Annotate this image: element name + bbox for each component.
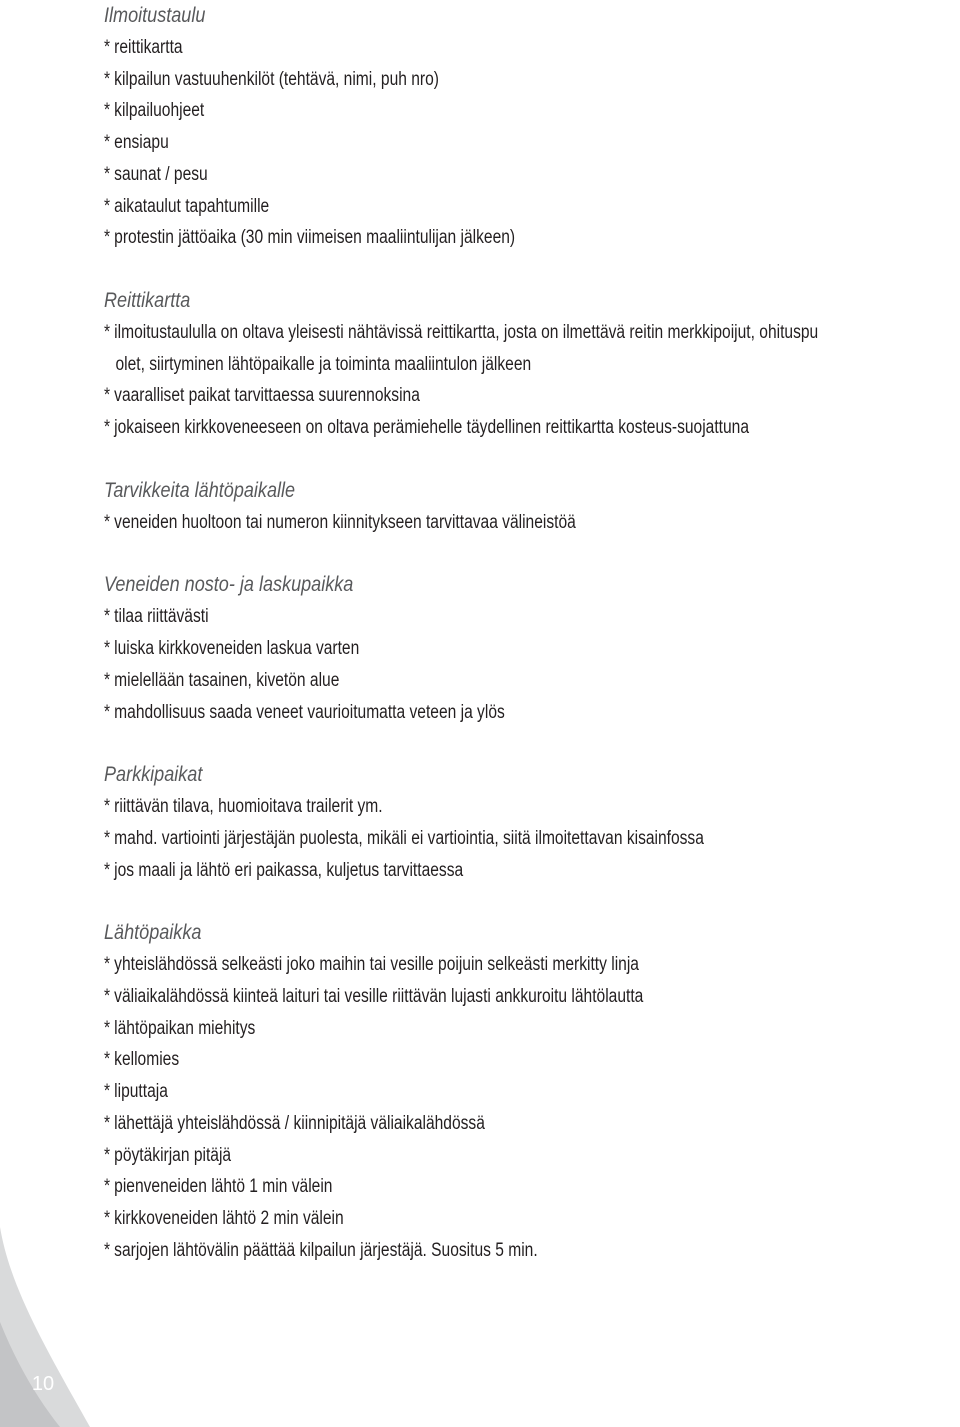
list-item: [104, 32, 806, 64]
bullet-list: [104, 507, 960, 539]
list-item: [104, 601, 806, 633]
list-item: [104, 64, 806, 96]
list-item-text: riittävän tilava, huomioitava trailerit ym.: [114, 796, 383, 818]
list-item-text: väliaikalähdössä kiinteä laituri tai vesille riittävän lujasti ankkuroitu lähtölautta: [114, 986, 644, 1008]
list-item-text: pienveneiden lähtö 1 min välein: [114, 1176, 333, 1198]
list-item: [104, 222, 806, 254]
bullet-marker: *: [104, 796, 111, 818]
bullet-marker: *: [104, 37, 111, 58]
list-item-text: kirkkoveneiden lähtö 2 min välein: [114, 1207, 344, 1229]
bullet-marker: *: [104, 606, 111, 628]
bullet-marker: *: [104, 1081, 111, 1103]
list-item: [104, 380, 806, 412]
bullet-list: [104, 317, 960, 444]
list-item-text: reittikartta: [114, 37, 183, 58]
section-heading: Tarvikkeita lähtöpaikalle: [104, 478, 296, 502]
list-item-text: sarjojen lähtövälin päättää kilpailun järjestäjä. Suositus 5 min.: [114, 1239, 538, 1261]
list-item-text: aikataulut tapahtumille: [114, 195, 270, 217]
section: [104, 475, 960, 539]
bullet-marker: *: [104, 701, 111, 723]
page-corner-shape: [0, 1227, 90, 1427]
bullet-marker: *: [104, 163, 111, 185]
section-gap: [104, 444, 960, 475]
document-body: [104, 0, 960, 1266]
list-item-text: saunat / pesu: [114, 163, 208, 185]
bullet-marker: *: [104, 100, 111, 122]
list-item-text: ensiapu: [114, 132, 169, 154]
bullet-marker: *: [104, 986, 111, 1008]
section: [104, 917, 960, 1266]
list-item-text: olet, siirtyminen lähtöpaikalle ja toiminta maaliintulon jälkeen: [115, 353, 532, 375]
section: [104, 759, 960, 886]
page-number: 10: [31, 1373, 55, 1395]
list-item-text: kilpailun vastuuhenkilöt (tehtävä, nimi, puh nro): [114, 68, 439, 90]
list-item: [104, 317, 819, 349]
bullet-marker: *: [104, 195, 111, 217]
bullet-list: [104, 791, 960, 886]
list-item: [104, 981, 806, 1013]
bullet-list: [104, 32, 960, 254]
bullet-marker: *: [104, 954, 111, 976]
bullet-marker: *: [104, 1207, 111, 1229]
list-item: [104, 1140, 806, 1172]
section-heading: Parkkipaikat: [104, 763, 203, 787]
bullet-marker: *: [104, 417, 111, 439]
list-item-text: jos maali ja lähtö eri paikassa, kuljetus tarvittaessa: [114, 859, 464, 881]
bullet-marker: *: [104, 1144, 111, 1166]
bullet-marker: *: [104, 1017, 111, 1039]
list-item: [104, 855, 806, 887]
list-item-text: mielellään tasainen, kivetön alue: [114, 669, 340, 691]
list-item: [104, 159, 806, 191]
list-item: [104, 633, 806, 665]
bullet-marker: *: [104, 321, 111, 343]
list-item-text: protestin jättöaika (30 min viimeisen maaliintulijan jälkeen): [114, 227, 516, 249]
bullet-list: [104, 949, 960, 1266]
section: [104, 285, 960, 444]
list-item-text: luiska kirkkoveneiden laskua varten: [114, 638, 360, 660]
list-item: [104, 1044, 806, 1076]
section-heading: Reittikartta: [104, 288, 191, 312]
list-item: [104, 127, 806, 159]
list-item: [104, 1171, 806, 1203]
list-item-text: mahd. vartiointi järjestäjän puolesta, mikäli ei vartiointia, siitä ilmoitettavan kisainfossa: [114, 827, 704, 849]
list-item: [104, 1013, 806, 1045]
bullet-marker: *: [104, 227, 111, 249]
list-item: [104, 507, 806, 539]
list-item: [104, 823, 806, 855]
list-item: [104, 1203, 806, 1235]
bullet-marker: *: [104, 638, 111, 660]
list-item-text: yhteislähdössä selkeästi joko maihin tai vesille poijuin selkeästi merkitty linja: [114, 954, 639, 976]
list-item: [104, 791, 806, 823]
section-heading: Lähtöpaikka: [104, 921, 202, 945]
section: [104, 569, 960, 728]
bullet-marker: *: [104, 385, 111, 407]
bullet-marker: *: [104, 1239, 111, 1261]
list-item: [104, 191, 806, 223]
list-item: [104, 949, 806, 981]
list-item-text: kilpailuohjeet: [114, 100, 205, 122]
section-gap: [104, 254, 960, 285]
section-heading: Veneiden nosto- ja laskupaikka: [104, 573, 354, 597]
bullet-marker: *: [104, 1112, 111, 1134]
section: [104, 0, 960, 254]
list-item-text: mahdollisuus saada veneet vaurioitumatta veteen ja ylös: [114, 701, 505, 723]
list-item: [104, 697, 806, 729]
bullet-list: [104, 601, 960, 728]
list-item: [104, 95, 806, 127]
section-heading: Ilmoitustaulu: [104, 4, 206, 27]
list-item-continuation: [104, 349, 806, 381]
list-item: [104, 1076, 806, 1108]
bullet-marker: *: [104, 68, 111, 90]
list-item-text: pöytäkirjan pitäjä: [114, 1144, 232, 1166]
list-item-text: ilmoitustaululla on oltava yleisesti nähtävissä reittikartta, josta on ilmettävä reitin merkkipoijut, ohituspu: [114, 321, 819, 343]
list-item-text: vaaralliset paikat tarvittaessa suurennoksina: [114, 385, 420, 407]
list-item: [104, 665, 806, 697]
section-gap: [104, 886, 960, 917]
bullet-marker: *: [104, 1176, 111, 1198]
list-item-text: veneiden huoltoon tai numeron kiinnitykseen tarvittavaa välineistöä: [114, 511, 576, 533]
list-item-text: kellomies: [114, 1049, 180, 1071]
section-gap: [104, 538, 960, 569]
list-item: [104, 1108, 806, 1140]
list-item-text: jokaiseen kirkkoveneeseen on oltava perämiehelle täydellinen reittikartta kosteus-suojattuna: [114, 417, 750, 439]
list-item: [104, 1235, 806, 1267]
bullet-marker: *: [104, 132, 111, 154]
bullet-marker: *: [104, 669, 111, 691]
section-gap: [104, 728, 960, 759]
list-item-text: lähettäjä yhteislähdössä / kiinnipitäjä väliaikalähdössä: [114, 1112, 485, 1134]
bullet-marker: *: [104, 859, 111, 881]
bullet-marker: *: [104, 1049, 111, 1071]
list-item-text: lähtöpaikan miehitys: [114, 1017, 256, 1039]
bullet-marker: *: [104, 511, 111, 533]
list-item-text: liputtaja: [114, 1081, 168, 1103]
list-item-text: tilaa riittävästi: [114, 606, 209, 628]
list-item: [104, 412, 806, 444]
bullet-marker: *: [104, 827, 111, 849]
